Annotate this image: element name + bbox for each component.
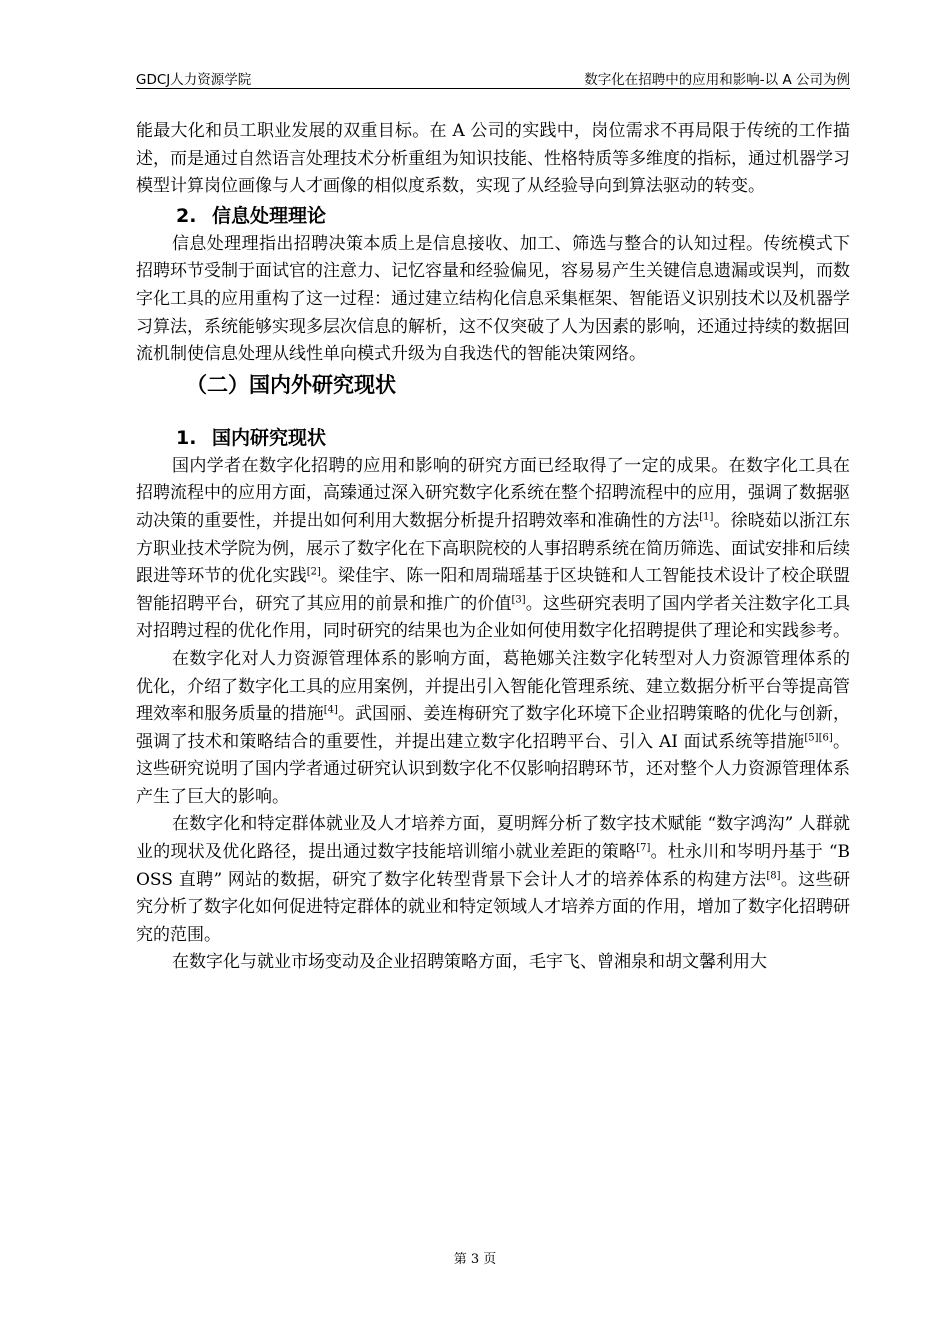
paragraph-domestic-tools — [136, 453, 850, 646]
heading-number: 1. — [176, 426, 197, 449]
page-header — [136, 66, 850, 89]
text-segment: 国内学者在数字化招聘的应用和影响的研究方面已经取得了一定的成果。在数字化工具在招聘流程中的应用方面，高臻通过深入研究数字化系统在整个招聘流程中的应用，强调了数据驱动决策的重要性，并提出如何利用大数据分析提升招聘效率和准确性的方法 — [136, 455, 850, 531]
heading-title: 国内研究现状 — [212, 426, 327, 449]
paragraph-continuation: 能最大化和员工职业发展的双重目标。在 A 公司的实践中，岗位需求不再局限于传统的工作描述，而是通过自然语言处理技术分析重组为知识技能、性格特质等多维度的指标，通过机器学习模型计算岗位画像与人才画像的相似度系数，实现了从经验导向到算法驱动的转变。 — [136, 121, 850, 197]
citation-8: [8] — [766, 870, 781, 881]
heading-number: 2. — [176, 204, 197, 227]
text-segment: 。徐晓茹以浙江东方职业技术学院为例，展示了数字化在下高职院校的人事招聘系统在简历筛选、面试安排和后续跟进等环节的优化实践 — [136, 510, 851, 587]
citation-1: [1] — [699, 511, 714, 523]
text-segment: 。梁佳宇、陈一阳和周瑞瑶基于区块链和人工智能技术设计了校企联盟智能招聘平台，研究了其应用的前景和推广的价值 — [136, 566, 851, 614]
text-segment: 在数字化和特定群体就业及人才培养方面，夏明辉分析了数字技术赋能 “数字鸿沟” 人群就业的现状及优化路径，提出通过数字技能培训缩小就业差距的策略 — [136, 814, 850, 863]
heading-title: 信息处理理论 — [212, 204, 327, 227]
text-segment: 。这些研究表明了国内学者关注数字化工具对招聘过程的优化作用，同时研究的结果也为企业如何使用数字化招聘提供了理论和实践参考。 — [136, 593, 851, 642]
text-segment: 。武国丽、姜连梅研究了数字化环境下企业招聘策略的优化与创新，强调了技术和策略结合的重要性，并提出建立数字化招聘平台、引入 AI 面试系统等措施 — [136, 704, 851, 752]
citation-7: [7] — [636, 842, 651, 854]
citation-5-6: [5][6] — [804, 732, 833, 744]
text-segment: 。这些研究分析了数字化如何促进特定群体的就业和特定领域人才培养方面的作用，增加了数字化招聘研究的范围。 — [136, 869, 850, 945]
citation-4: [4] — [323, 704, 338, 716]
heading-information-processing — [136, 201, 850, 231]
text-segment: 。这些研究说明了国内学者通过研究认识到数字化不仅影响招聘环节，还对整个人力资源管理体系产生了巨大的影响。 — [136, 731, 850, 807]
section-heading-research-status: （二）国内外研究现状 — [186, 372, 396, 397]
header-title: 数字化在招聘中的应用和影响-以 A 公司为例 — [584, 72, 850, 88]
heading-domestic-research — [136, 423, 850, 453]
paragraph-information-processing: 信息处理理指出招聘决策本质上是信息接收、加工、筛选与整合的认知过程。传统模式下招聘环节受制于面试官的注意力、记忆容量和经验偏见，容易易产生关键信息遗漏或误判，而数字化工具的应用重构了这一过程：通过建立结构化信息采集框架、智能语义识别技术以及机器学习算法，系统能够实现多层次信息的解析，这不仅突破了人为因素的影响，还通过持续的数据回流机制使信息处理从线性单向模式升级为自我迭代的智能决策网络。 — [136, 233, 850, 365]
text-segment: 在数字化对人力资源管理体系的影响方面，葛艳娜关注数字化转型对人力资源管理体系的优化，介绍了数字化工具的应用案例，并提出引入智能化管理系统、建立数据分析平台等提高管理效率和服务质量的措施 — [136, 648, 850, 725]
text-segment: 。杜永川和岑明丹基于 “BOSS 直聘” 网站的数据，研究了数字化转型背景下会计人才的培养体系的构建方法 — [136, 842, 851, 890]
header-institution: GDCJ人力资源学院 — [136, 72, 252, 88]
citation-2: [2] — [306, 566, 321, 578]
paragraph-hr-system — [136, 646, 850, 812]
citation-3: [3] — [511, 594, 526, 606]
page-content — [136, 118, 850, 977]
paragraph-job-market: 在数字化与就业市场变动及企业招聘策略方面，毛宇飞、曾湘泉和胡文馨利用大 — [172, 952, 767, 973]
paragraph-specific-groups — [136, 811, 850, 949]
page-number: 第 3 页 — [453, 1252, 497, 1267]
